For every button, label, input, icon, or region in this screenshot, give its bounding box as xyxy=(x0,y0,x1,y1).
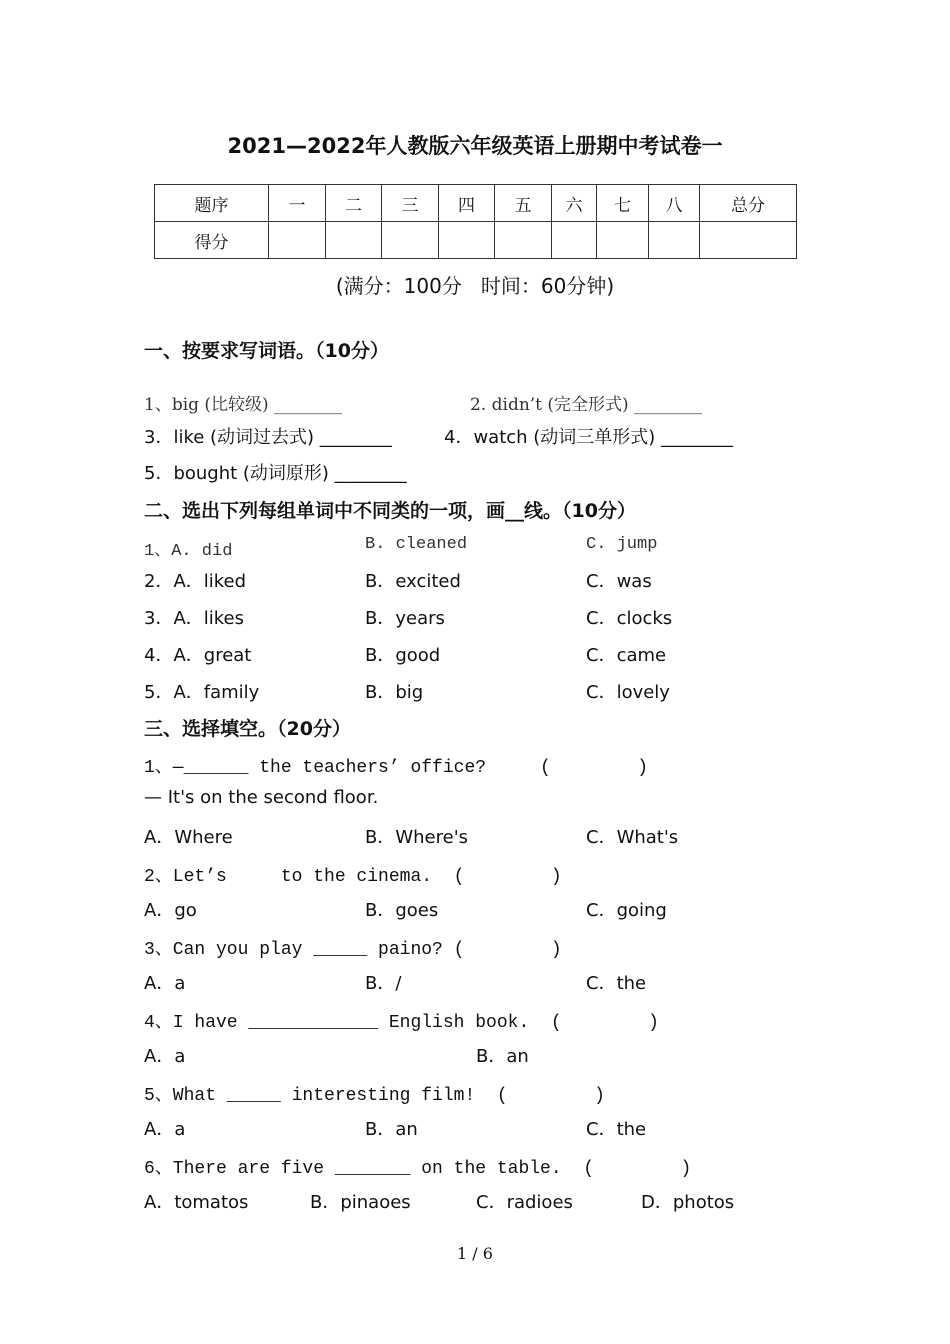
s3-q6-option-c: C．radioes xyxy=(476,1192,573,1213)
s3-q1-option-a: A．Where xyxy=(144,827,233,848)
header-cell: 八 xyxy=(649,185,700,222)
s2-r5-a: 5．A．family xyxy=(144,682,260,703)
s2-r3-b: B．years xyxy=(365,608,445,629)
s2-r4-a: 4．A．great xyxy=(144,645,252,666)
header-cell: 题序 xyxy=(155,185,269,222)
score-cell[interactable] xyxy=(552,222,597,259)
s3-q6-option-a: A．tomatos xyxy=(144,1192,249,1213)
s3-q1-stem: 1、—______ the teachers’ office? ( ) xyxy=(144,758,649,778)
s2-r2-a: 2．A．liked xyxy=(144,571,247,592)
header-cell: 四 xyxy=(439,185,495,222)
s2-r1-c: C. jump xyxy=(586,535,658,554)
s3-q1-line2: — It's on the second floor. xyxy=(144,787,379,808)
s3-q2-option-c: C．going xyxy=(586,900,667,921)
s2-r1-b: B. cleaned xyxy=(365,535,468,554)
header-cell: 一 xyxy=(269,185,326,222)
s2-r4-c: C．came xyxy=(586,645,667,666)
s1-q3: 3．like (动词过去式) ________ xyxy=(144,427,392,448)
s2-r5-c: C．lovely xyxy=(586,682,670,703)
score-table-score-row xyxy=(155,222,797,259)
exam-title: 2021—2022年人教版六年级英语上册期中考试卷一 xyxy=(227,134,723,158)
s3-q2-option-a: A．go xyxy=(144,900,197,921)
header-cell: 六 xyxy=(552,185,597,222)
section1-heading: 一、按要求写词语。（10分） xyxy=(144,340,389,362)
s3-q1-option-c: C．What's xyxy=(586,827,679,848)
s2-r5-b: B．big xyxy=(365,682,424,703)
header-cell: 三 xyxy=(382,185,439,222)
score-cell[interactable] xyxy=(326,222,382,259)
s1-q5: 5．bought (动词原形) ________ xyxy=(144,463,407,484)
page-number: 1 / 6 xyxy=(457,1244,493,1263)
header-cell: 七 xyxy=(597,185,649,222)
s3-q3-option-b: B．/ xyxy=(365,973,402,994)
score-table xyxy=(154,184,797,259)
s3-q4-option-a: A．a xyxy=(144,1046,186,1067)
s3-q3-option-c: C．the xyxy=(586,973,647,994)
header-cell: 二 xyxy=(326,185,382,222)
row-label-cell: 得分 xyxy=(155,222,269,259)
s3-q5-stem: 5、What _____ interesting film! ( ) xyxy=(144,1086,605,1106)
s2-r2-c: C．was xyxy=(586,571,652,592)
s2-r3-c: C．clocks xyxy=(586,608,673,629)
s2-r4-b: B．good xyxy=(365,645,441,666)
score-cell[interactable] xyxy=(495,222,552,259)
s3-q3-stem: 3、Can you play _____ paino? ( ) xyxy=(144,940,562,960)
s3-q6-option-b: B．pinaoes xyxy=(310,1192,411,1213)
s3-q2-option-b: B．goes xyxy=(365,900,439,921)
s3-q6-option-d: D．photos xyxy=(641,1192,735,1213)
s1-q2: 2. didn’t (完全形式) ________ xyxy=(470,395,703,415)
s3-q3-option-a: A．a xyxy=(144,973,186,994)
s1-q1: 1、big (比较级) ________ xyxy=(144,395,343,415)
header-cell: 五 xyxy=(495,185,552,222)
exam-info: (满分：100分 时间：60分钟) xyxy=(335,274,615,298)
score-cell[interactable] xyxy=(382,222,439,259)
score-cell[interactable] xyxy=(700,222,797,259)
section3-heading: 三、选择填空。（20分） xyxy=(144,718,351,740)
score-cell[interactable] xyxy=(649,222,700,259)
s2-r1-a: 1、A. did xyxy=(144,542,233,561)
section2-heading: 二、选出下列每组单词中不同类的一项，画__线。（10分） xyxy=(144,500,636,522)
s2-r2-b: B．excited xyxy=(365,571,461,592)
s3-q5-option-a: A．a xyxy=(144,1119,186,1140)
s3-q6-stem: 6、There are five _______ on the table. ( ) xyxy=(144,1159,692,1179)
score-table-header-row xyxy=(155,185,797,222)
s3-q5-option-c: C．the xyxy=(586,1119,647,1140)
s3-q4-stem: 4、I have ____________ English book. ( ) xyxy=(144,1013,659,1033)
header-cell: 总分 xyxy=(700,185,797,222)
s3-q5-option-b: B．an xyxy=(365,1119,418,1140)
s2-r3-a: 3．A．likes xyxy=(144,608,245,629)
score-cell[interactable] xyxy=(269,222,326,259)
s3-q2-stem: 2、Let’s to the cinema. ( ) xyxy=(144,867,562,887)
s1-q4: 4．watch (动词三单形式) ________ xyxy=(444,427,734,448)
score-cell[interactable] xyxy=(597,222,649,259)
s3-q4-option-b: B．an xyxy=(476,1046,529,1067)
score-cell[interactable] xyxy=(439,222,495,259)
s3-q1-option-b: B．Where's xyxy=(365,827,469,848)
